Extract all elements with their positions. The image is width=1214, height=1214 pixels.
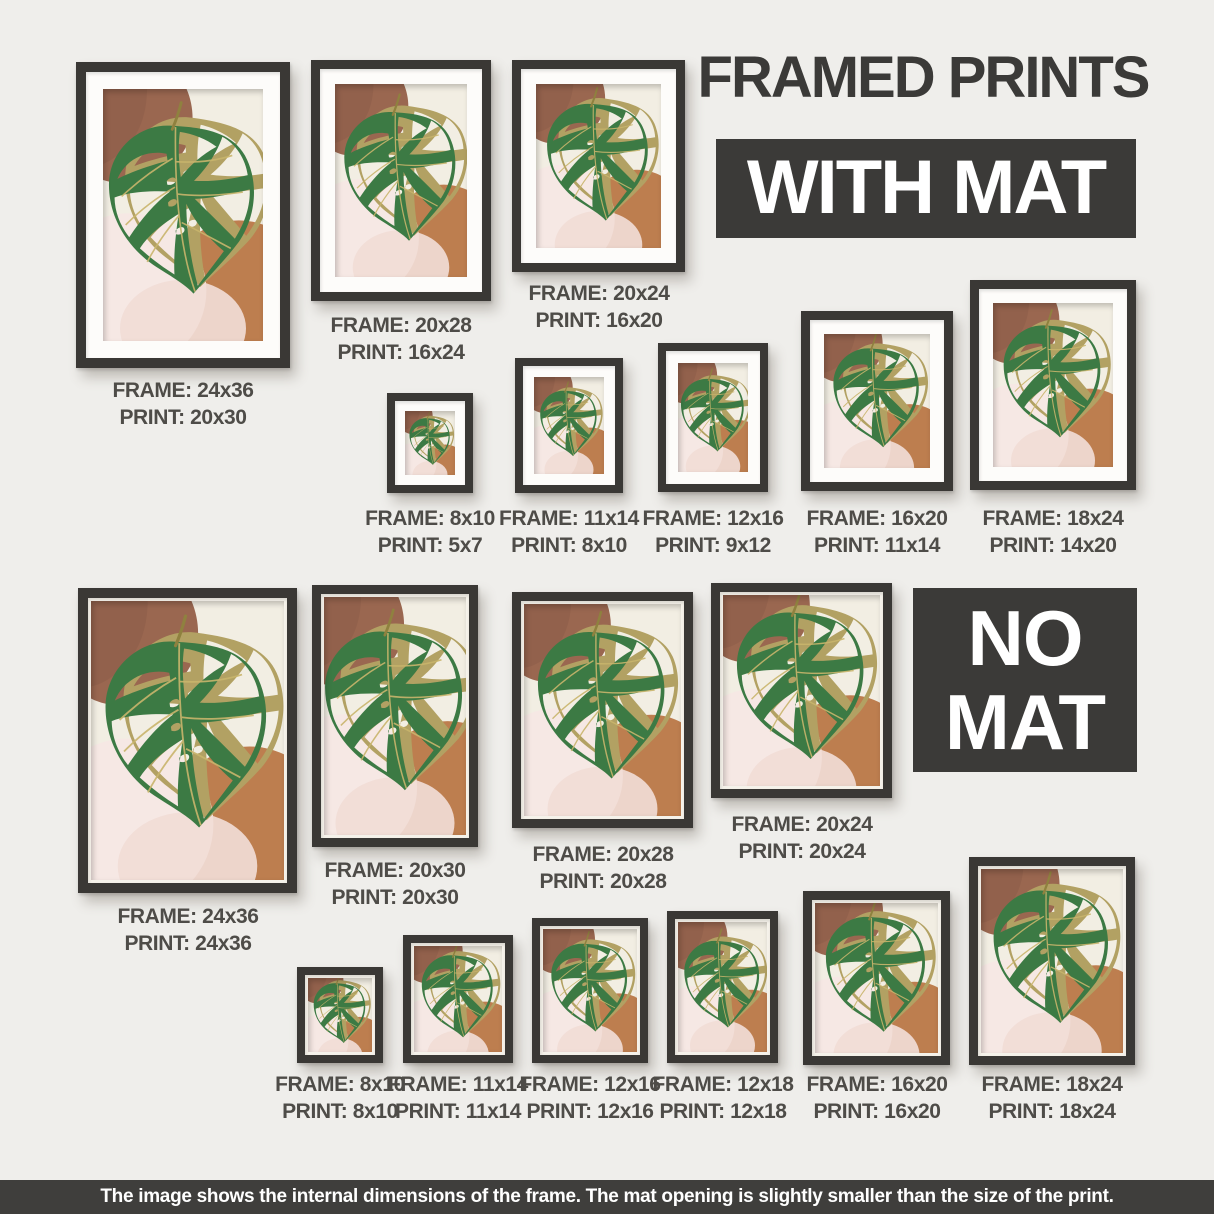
framed-print-no-mat-24x36 <box>78 588 297 893</box>
monstera-artwork <box>678 363 748 472</box>
monstera-artwork <box>324 597 466 835</box>
monstera-artwork <box>335 84 467 277</box>
framed-print-with-mat-20x28 <box>311 60 491 301</box>
monstera-artwork <box>414 946 502 1052</box>
framed-print-with-mat-16x20 <box>801 311 953 491</box>
monstera-artwork <box>993 303 1113 467</box>
print-area <box>536 84 661 248</box>
print-area <box>824 334 930 468</box>
no-mat-banner <box>913 588 1137 772</box>
print-area <box>324 597 466 835</box>
print-area <box>815 903 938 1053</box>
framed-print-no-mat-18x24 <box>969 857 1135 1065</box>
frame-size-text: FRAME: 18x24 <box>981 1073 1123 1096</box>
monstera-artwork <box>536 84 661 248</box>
print-size-text: PRINT: 20x30 <box>331 886 459 909</box>
framed-print-no-mat-12x18 <box>667 911 778 1063</box>
frame-size-text: FRAME: 20x24 <box>731 813 873 836</box>
print-area <box>524 604 681 816</box>
print-area <box>414 946 502 1052</box>
monstera-artwork <box>534 377 604 474</box>
frame-size-text: FRAME: 8x10 <box>275 1073 405 1096</box>
size-label <box>474 280 724 334</box>
no-mat-banner-line1: NO <box>967 594 1083 682</box>
monstera-artwork <box>91 601 284 880</box>
print-size-text: PRINT: 20x30 <box>119 406 247 429</box>
print-size-text: PRINT: 24x36 <box>124 932 252 955</box>
framed-print-with-mat-20x24 <box>512 60 685 272</box>
frame-size-text: FRAME: 20x28 <box>330 314 472 337</box>
monstera-artwork <box>815 903 938 1053</box>
monstera-artwork <box>308 978 372 1052</box>
no-mat-banner-line2: MAT <box>944 678 1106 766</box>
monstera-artwork <box>678 922 767 1052</box>
framed-print-with-mat-24x36 <box>76 62 290 368</box>
print-area <box>543 929 637 1052</box>
with-mat-banner: WITH MAT <box>716 139 1136 238</box>
print-size-text: PRINT: 11x14 <box>814 534 940 557</box>
page-title: FRAMED PRINTS <box>697 45 1149 110</box>
print-size-text: PRINT: 14x20 <box>989 534 1117 557</box>
frame-size-text: FRAME: 16x20 <box>806 1073 948 1096</box>
monstera-artwork <box>981 869 1123 1053</box>
print-area <box>91 601 284 880</box>
print-area <box>103 89 263 341</box>
monstera-artwork <box>524 604 681 816</box>
print-area <box>335 84 467 277</box>
footer-note: The image shows the internal dimensions of the frame. The mat opening is slightly smaller than the size of the print. <box>0 1180 1214 1214</box>
print-size-text: PRINT: 8x10 <box>511 534 627 557</box>
framed-print-no-mat-20x30 <box>312 585 478 847</box>
size-label <box>63 903 313 957</box>
print-area <box>678 363 748 472</box>
frame-size-text: FRAME: 8x10 <box>365 507 495 530</box>
monstera-artwork <box>723 595 880 786</box>
size-label <box>677 811 927 865</box>
monstera-artwork <box>405 411 455 475</box>
print-size-text: PRINT: 11x14 <box>395 1100 521 1123</box>
print-area <box>534 377 604 474</box>
frame-size-text: FRAME: 11x14 <box>388 1073 528 1096</box>
framed-print-no-mat-8x10 <box>297 967 383 1063</box>
framed-print-no-mat-11x14 <box>403 935 513 1063</box>
frame-size-text: FRAME: 20x24 <box>528 282 670 305</box>
print-size-text: PRINT: 16x20 <box>535 309 663 332</box>
print-size-text: PRINT: 18x24 <box>988 1100 1116 1123</box>
frame-size-text: FRAME: 20x30 <box>324 859 466 882</box>
frame-size-text: FRAME: 16x20 <box>806 507 948 530</box>
monstera-artwork <box>543 929 637 1052</box>
print-size-text: PRINT: 12x18 <box>659 1100 787 1123</box>
print-size-text: PRINT: 8x10 <box>282 1100 398 1123</box>
framed-print-with-mat-18x24 <box>970 280 1136 490</box>
framed-print-with-mat-12x16 <box>658 343 768 492</box>
frame-size-text: FRAME: 24x36 <box>112 379 254 402</box>
print-area <box>308 978 372 1052</box>
framed-print-with-mat-8x10 <box>387 393 473 493</box>
frame-size-text: FRAME: 12x16 <box>519 1073 661 1096</box>
print-area <box>723 595 880 786</box>
size-label <box>928 505 1178 559</box>
print-size-text: PRINT: 16x20 <box>813 1100 941 1123</box>
frame-size-text: FRAME: 24x36 <box>117 905 259 928</box>
frame-size-text: FRAME: 20x28 <box>532 843 674 866</box>
print-size-text: PRINT: 16x24 <box>337 341 465 364</box>
print-size-text: PRINT: 20x28 <box>539 870 667 893</box>
print-area <box>993 303 1113 467</box>
monstera-artwork <box>824 334 930 468</box>
print-size-text: PRINT: 5x7 <box>377 534 483 557</box>
size-label <box>927 1071 1177 1125</box>
framed-print-no-mat-20x28 <box>512 592 693 828</box>
print-area <box>405 411 455 475</box>
print-area <box>678 922 767 1052</box>
print-area <box>981 869 1123 1053</box>
frame-size-text: FRAME: 12x18 <box>652 1073 794 1096</box>
monstera-artwork <box>103 89 263 341</box>
size-label <box>58 377 308 431</box>
print-size-text: PRINT: 20x24 <box>738 840 866 863</box>
framed-print-no-mat-20x24 <box>711 583 892 798</box>
frame-size-text: FRAME: 12x16 <box>642 507 784 530</box>
print-size-text: PRINT: 12x16 <box>526 1100 654 1123</box>
framed-print-no-mat-12x16 <box>532 918 648 1063</box>
framed-print-with-mat-11x14 <box>515 358 623 493</box>
frame-size-text: FRAME: 18x24 <box>982 507 1124 530</box>
frame-size-text: FRAME: 11x14 <box>499 507 639 530</box>
framed-print-no-mat-16x20 <box>803 891 950 1065</box>
print-size-text: PRINT: 9x12 <box>655 534 771 557</box>
